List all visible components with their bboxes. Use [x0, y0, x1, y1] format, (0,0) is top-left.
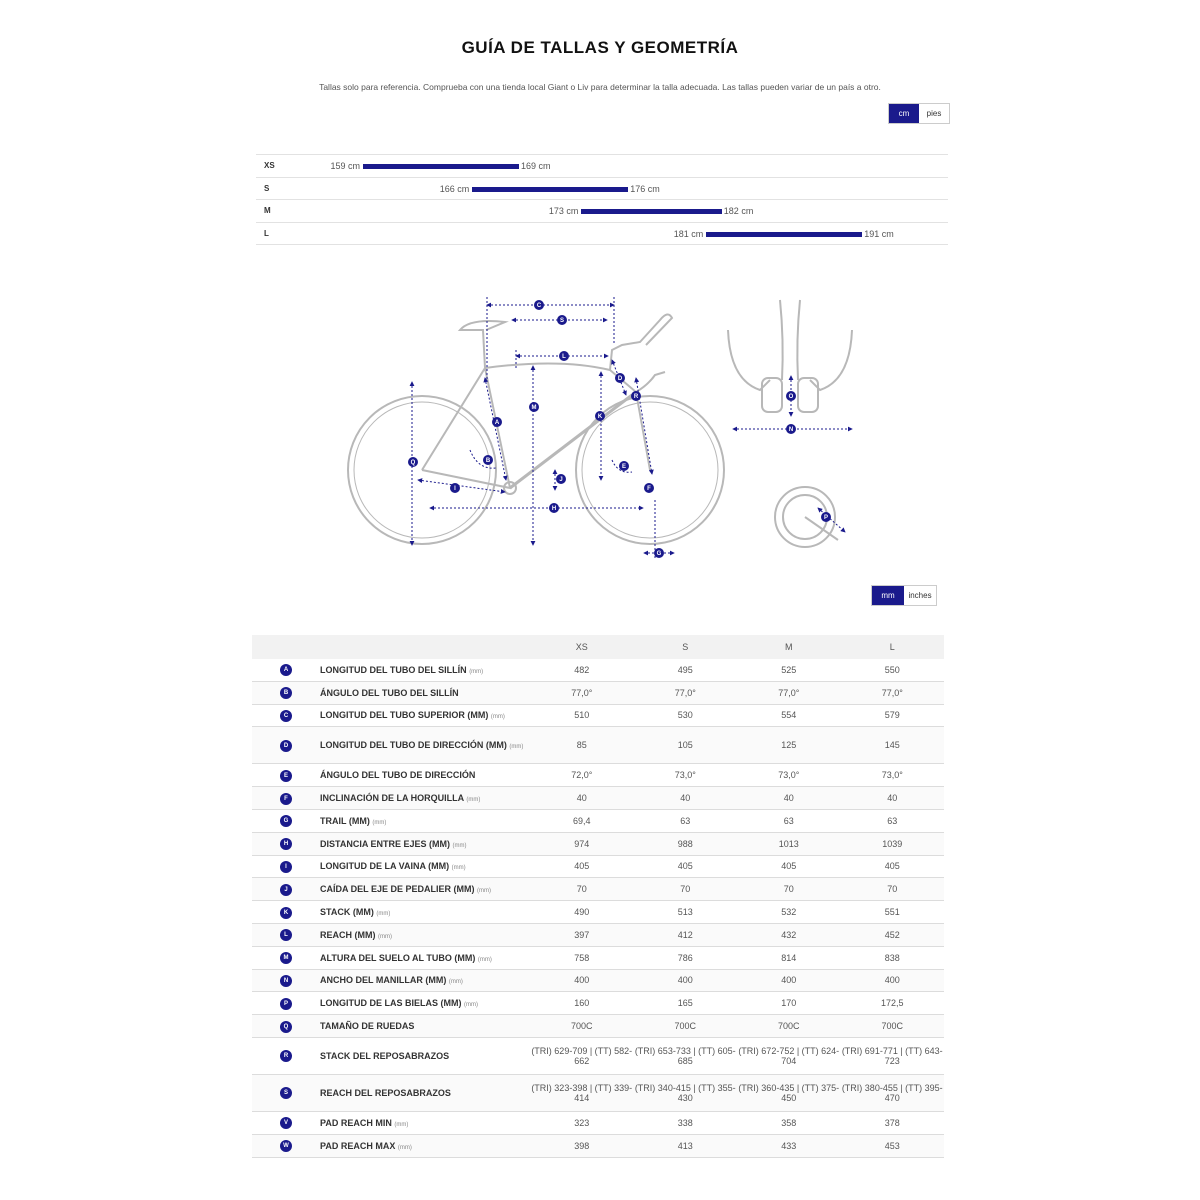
row-value: 482 — [530, 659, 634, 681]
row-unit: (mm) — [376, 911, 391, 918]
geometry-row — [252, 969, 944, 992]
row-name: ÁNGULO DEL TUBO DEL SILLÍN — [320, 687, 459, 698]
dimension-letter: F — [647, 486, 651, 492]
row-badge: E — [280, 770, 292, 782]
row-value: 165 — [634, 992, 738, 1015]
row-value: 398 — [530, 1134, 634, 1157]
row-value: (TRI) 653-733 | (TT) 605-685 — [634, 1037, 738, 1074]
dimension-letter: H — [551, 506, 557, 512]
row-value: 125 — [737, 727, 841, 764]
row-name: LONGITUD DE LAS BIELAS (MM) — [320, 998, 462, 1009]
geometry-row — [252, 1037, 944, 1074]
row-value: 397 — [530, 923, 634, 946]
row-name-cell — [320, 659, 530, 681]
row-badge-cell — [252, 727, 320, 764]
size-min-height: 181 cm — [673, 228, 704, 239]
size-label: XS — [264, 161, 275, 170]
row-unit: (mm) — [372, 819, 387, 826]
dimension-letter: C — [536, 303, 542, 309]
row-value: 838 — [841, 946, 945, 969]
row-value: 400 — [634, 969, 738, 992]
row-badge-cell — [252, 704, 320, 727]
unit-inches-button[interactable]: inches — [904, 586, 936, 605]
row-value: 405 — [634, 855, 738, 878]
dimension-letter: Q — [410, 460, 416, 466]
row-unit: (mm) — [448, 979, 463, 986]
row-unit: (mm) — [490, 714, 505, 721]
geometry-row — [252, 764, 944, 787]
dimension-letter: I — [454, 486, 456, 492]
dimension-letter: J — [559, 477, 563, 483]
row-value: 40 — [841, 787, 945, 810]
row-value: 700C — [737, 1015, 841, 1038]
row-badge-cell — [252, 681, 320, 704]
size-max-height: 176 cm — [630, 183, 660, 194]
row-badge-cell — [252, 1037, 320, 1074]
row-badge: H — [280, 838, 292, 850]
row-name-cell — [320, 832, 530, 855]
row-name: STACK (MM) — [320, 907, 374, 918]
row-name: TAMAÑO DE RUEDAS — [320, 1021, 415, 1032]
row-badge-cell — [252, 809, 320, 832]
row-badge: P — [280, 998, 292, 1010]
row-badge-cell — [252, 878, 320, 901]
row-value: 69,4 — [530, 809, 634, 832]
dimension-letter: A — [494, 420, 500, 426]
geometry-row — [252, 704, 944, 727]
row-value: 700C — [530, 1015, 634, 1038]
row-name-cell — [320, 1074, 530, 1111]
row-value: 453 — [841, 1134, 945, 1157]
row-value: 432 — [737, 923, 841, 946]
row-name-cell — [320, 809, 530, 832]
row-badge: Q — [280, 1021, 292, 1033]
row-badge-cell — [252, 764, 320, 787]
row-value: 405 — [530, 855, 634, 878]
dimension-letter: E — [621, 464, 627, 470]
geometry-row — [252, 681, 944, 704]
row-value: 988 — [634, 832, 738, 855]
geometry-row — [252, 855, 944, 878]
row-value: 40 — [530, 787, 634, 810]
dimension-letter: P — [823, 515, 829, 521]
row-name-cell — [320, 1111, 530, 1134]
row-badge: J — [280, 884, 292, 896]
brake-lever — [636, 372, 665, 392]
row-value: 378 — [841, 1111, 945, 1134]
row-name: PAD REACH MAX — [320, 1140, 396, 1151]
row-name: LONGITUD DEL TUBO SUPERIOR (MM) — [320, 710, 489, 721]
dimension-letter: D — [617, 376, 623, 382]
unit-mm-button[interactable]: mm — [872, 586, 904, 605]
row-value: 63 — [737, 809, 841, 832]
row-value: 400 — [737, 969, 841, 992]
row-badge-cell — [252, 855, 320, 878]
row-value: 400 — [530, 969, 634, 992]
row-value: (TRI) 323-398 | (TT) 339-414 — [530, 1074, 634, 1111]
header-size-l: L — [841, 635, 945, 659]
row-badge: D — [280, 740, 292, 752]
row-badge: A — [280, 664, 292, 676]
geometry-table-header — [252, 635, 944, 659]
row-value: 495 — [634, 659, 738, 681]
row-name-cell — [320, 681, 530, 704]
row-badge-cell — [252, 1074, 320, 1111]
dimension-labels — [408, 300, 831, 558]
row-name: LONGITUD DEL TUBO DE DIRECCIÓN (MM) — [320, 740, 507, 751]
row-value: 170 — [737, 992, 841, 1015]
row-name: STACK DEL REPOSABRAZOS — [320, 1050, 450, 1061]
row-name: LONGITUD DE LA VAINA (MM) — [320, 861, 450, 872]
geometry-row — [252, 923, 944, 946]
dimension-letter: G — [656, 551, 662, 557]
size-min-height: 166 cm — [439, 183, 470, 194]
row-value: 77,0° — [841, 681, 945, 704]
dimension-letter: K — [597, 414, 603, 420]
row-badge: N — [280, 975, 292, 987]
geometry-row — [252, 727, 944, 764]
row-value: 73,0° — [737, 764, 841, 787]
row-value: 490 — [530, 901, 634, 924]
geometry-row — [252, 901, 944, 924]
row-badge: R — [280, 1050, 292, 1062]
size-max-height: 169 cm — [521, 161, 551, 171]
row-value: 40 — [634, 787, 738, 810]
header-size-xs: XS — [530, 635, 634, 659]
row-name: ANCHO DEL MANILLAR (MM) — [320, 975, 447, 986]
dimension-lines — [412, 297, 852, 560]
row-badge-cell — [252, 1111, 320, 1134]
row-value: 63 — [841, 809, 945, 832]
row-badge: B — [280, 687, 292, 699]
page-subtitle: Tallas solo para referencia. Comprueba con una tienda local Giant o Liv para determinar la talla adecuada. Las tallas pueden variar de un país a otro. — [319, 82, 881, 92]
bike-drawing — [348, 314, 724, 544]
row-name-cell — [320, 855, 530, 878]
row-value: 105 — [634, 727, 738, 764]
row-value: 1039 — [841, 832, 945, 855]
geometry-row — [252, 1074, 944, 1111]
row-badge-cell — [252, 901, 320, 924]
row-value: 814 — [737, 946, 841, 969]
row-value: 579 — [841, 704, 945, 727]
row-value: 70 — [634, 878, 738, 901]
size-label: M — [264, 206, 271, 215]
row-badge: C — [280, 710, 292, 722]
row-value: 513 — [634, 901, 738, 924]
header-size-m: M — [737, 635, 841, 659]
row-value: (TRI) 380-455 | (TT) 395-470 — [841, 1074, 945, 1111]
row-badge-cell — [252, 787, 320, 810]
row-badge: G — [280, 815, 292, 827]
row-name-cell — [320, 992, 530, 1015]
row-badge: S — [280, 1087, 292, 1099]
row-value: 551 — [841, 901, 945, 924]
row-badge: M — [280, 952, 292, 964]
row-name-cell — [320, 1037, 530, 1074]
row-badge-cell — [252, 923, 320, 946]
row-name-cell — [320, 704, 530, 727]
row-value: 63 — [634, 809, 738, 832]
geometry-row — [252, 832, 944, 855]
row-value: (TRI) 629-709 | (TT) 582-662 — [530, 1037, 634, 1074]
row-unit: (mm) — [452, 842, 467, 849]
size-max-height: 182 cm — [723, 206, 754, 216]
row-value: 452 — [841, 923, 945, 946]
row-badge: W — [280, 1140, 292, 1152]
row-value: 758 — [530, 946, 634, 969]
row-unit: (mm) — [477, 956, 492, 963]
row-value: 358 — [737, 1111, 841, 1134]
geometry-row — [252, 1111, 944, 1134]
geometry-row — [252, 809, 944, 832]
row-name: PAD REACH MIN — [320, 1117, 392, 1128]
row-badge-cell — [252, 946, 320, 969]
row-unit: (mm) — [378, 933, 393, 940]
geometry-row — [252, 878, 944, 901]
row-value: 338 — [634, 1111, 738, 1134]
dimension-letter: R — [633, 394, 639, 400]
size-max-height: 191 cm — [864, 228, 894, 239]
row-value: 77,0° — [634, 681, 738, 704]
row-unit: (mm) — [397, 1144, 412, 1151]
row-value: 70 — [530, 878, 634, 901]
geometry-table — [252, 635, 944, 1158]
row-value: 554 — [737, 704, 841, 727]
row-value: 786 — [634, 946, 738, 969]
row-value: 700C — [841, 1015, 945, 1038]
row-value: 145 — [841, 727, 945, 764]
unit-feet-button[interactable]: pies — [919, 104, 949, 123]
row-name-cell — [320, 946, 530, 969]
row-value: 323 — [530, 1111, 634, 1134]
size-min-height: 159 cm — [330, 161, 360, 171]
row-value: (TRI) 340-415 | (TT) 355-430 — [634, 1074, 738, 1111]
dimension-letter: N — [788, 427, 794, 433]
row-value: 77,0° — [530, 681, 634, 704]
row-value: 400 — [841, 969, 945, 992]
row-value: 77,0° — [737, 681, 841, 704]
page-title: GUÍA DE TALLAS Y GEOMETRÍA — [461, 38, 739, 57]
row-name-cell — [320, 1015, 530, 1038]
row-value: 530 — [634, 704, 738, 727]
row-value: 160 — [530, 992, 634, 1015]
row-value: 73,0° — [841, 764, 945, 787]
row-value: 700C — [634, 1015, 738, 1038]
row-name: CAÍDA DEL EJE DE PEDALIER (MM) — [320, 884, 475, 895]
row-value: (TRI) 672-752 | (TT) 624-704 — [737, 1037, 841, 1074]
geometry-row — [252, 992, 944, 1015]
row-name-cell — [320, 901, 530, 924]
size-min-height: 173 cm — [548, 206, 579, 216]
row-name-cell — [320, 878, 530, 901]
row-badge-cell — [252, 969, 320, 992]
down-tube — [510, 395, 632, 488]
row-badge-cell — [252, 659, 320, 681]
row-value: 70 — [737, 878, 841, 901]
saddle — [460, 321, 505, 368]
geometry-row — [252, 1134, 944, 1157]
row-name: DISTANCIA ENTRE EJES (MM) — [320, 838, 451, 849]
unit-cm-button[interactable]: cm — [889, 104, 919, 123]
row-value: 550 — [841, 659, 945, 681]
row-unit: (mm) — [466, 797, 481, 804]
row-value: 73,0° — [634, 764, 738, 787]
row-value: 532 — [737, 901, 841, 924]
row-name-cell — [320, 764, 530, 787]
dimension-letter: L — [562, 354, 566, 360]
main-frame — [485, 363, 650, 470]
geometry-row — [252, 1015, 944, 1038]
dimension-letter: S — [559, 318, 565, 324]
row-badge: L — [280, 929, 292, 941]
row-unit: (mm) — [509, 744, 524, 751]
row-name-cell — [320, 1134, 530, 1157]
row-value: (TRI) 691-771 | (TT) 643-723 — [841, 1037, 945, 1074]
row-name: LONGITUD DEL TUBO DEL SILLÍN — [320, 664, 467, 675]
dimension-letter: M — [531, 405, 537, 411]
row-badge: I — [280, 861, 292, 873]
row-badge-cell — [252, 832, 320, 855]
row-value: (TRI) 360-435 | (TT) 375-450 — [737, 1074, 841, 1111]
row-value: 172,5 — [841, 992, 945, 1015]
row-badge: V — [280, 1117, 292, 1129]
row-name: ALTURA DEL SUELO AL TUBO (MM) — [320, 952, 476, 963]
row-value: 85 — [530, 727, 634, 764]
row-value: 974 — [530, 832, 634, 855]
row-badge: F — [280, 793, 292, 805]
row-name: REACH (MM) — [320, 929, 376, 940]
row-name-cell — [320, 787, 530, 810]
row-value: 510 — [530, 704, 634, 727]
row-name: REACH DEL REPOSABRAZOS — [320, 1087, 451, 1098]
row-unit: (mm) — [464, 1002, 479, 1009]
row-value: 1013 — [737, 832, 841, 855]
row-value: 413 — [634, 1134, 738, 1157]
geometry-row — [252, 946, 944, 969]
header-badge — [252, 635, 320, 659]
row-value: 525 — [737, 659, 841, 681]
row-badge-cell — [252, 992, 320, 1015]
row-unit: (mm) — [477, 888, 492, 895]
row-badge-cell — [252, 1134, 320, 1157]
header-size-s: S — [634, 635, 738, 659]
row-value: 405 — [841, 855, 945, 878]
row-name: ÁNGULO DEL TUBO DE DIRECCIÓN — [320, 770, 476, 781]
row-unit: (mm) — [469, 668, 484, 675]
row-value: 433 — [737, 1134, 841, 1157]
row-badge: K — [280, 907, 292, 919]
row-name-cell — [320, 969, 530, 992]
dimension-letter: O — [788, 394, 794, 400]
row-name: INCLINACIÓN DE LA HORQUILLA — [320, 793, 464, 804]
row-value: 412 — [634, 923, 738, 946]
geometry-row — [252, 659, 944, 681]
dimension-letter: B — [485, 458, 491, 464]
size-label: L — [264, 228, 269, 238]
row-value: 70 — [841, 878, 945, 901]
size-label: S — [264, 183, 270, 193]
row-name: TRAIL (MM) — [320, 815, 370, 826]
header-name — [320, 635, 530, 659]
row-value: 40 — [737, 787, 841, 810]
row-name-cell — [320, 727, 530, 764]
geometry-unit-toggle[interactable] — [871, 585, 937, 606]
row-value: 72,0° — [530, 764, 634, 787]
row-badge-cell — [252, 1015, 320, 1038]
row-unit: (mm) — [451, 865, 466, 872]
geometry-row — [252, 787, 944, 810]
aero-bar — [610, 314, 672, 370]
row-value: 405 — [737, 855, 841, 878]
row-unit: (mm) — [394, 1121, 409, 1128]
row-name-cell — [320, 923, 530, 946]
